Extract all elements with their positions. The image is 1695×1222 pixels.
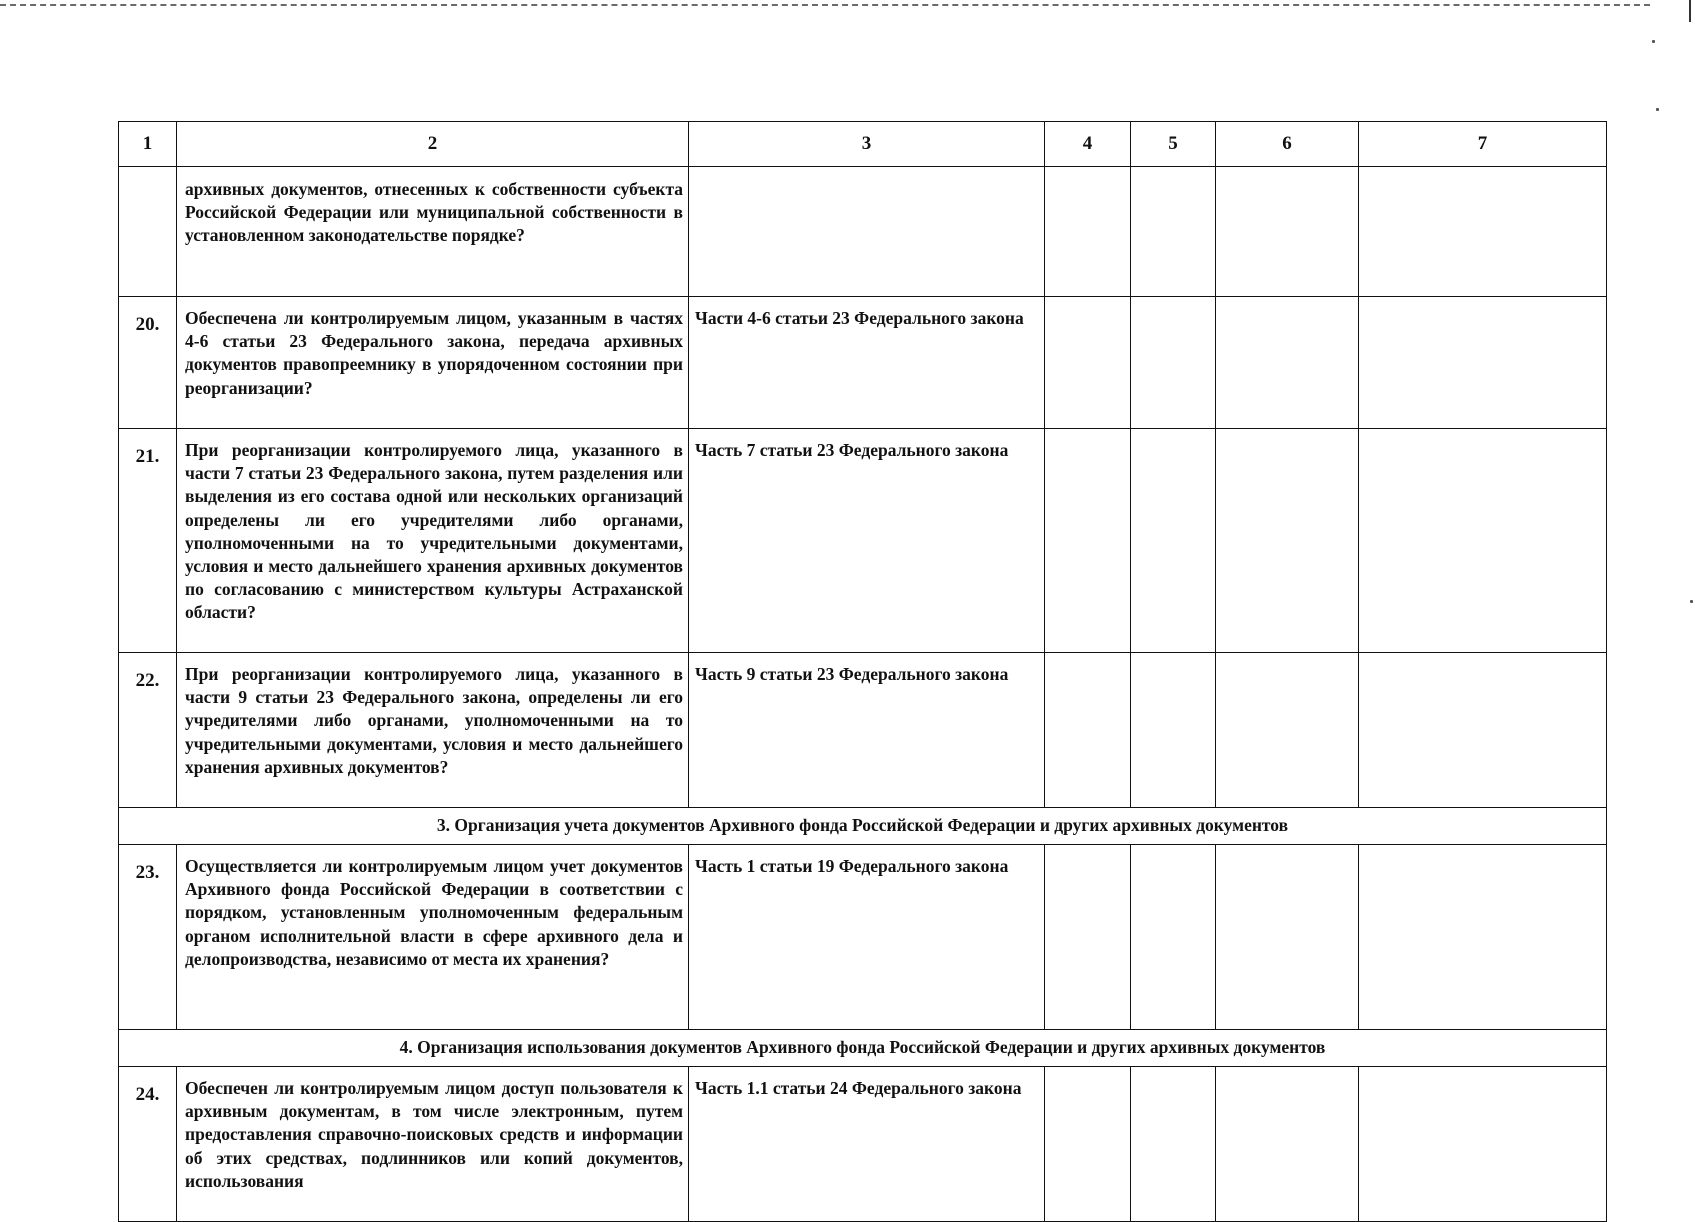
answer-cell-yes (1045, 429, 1131, 653)
scan-speck (1690, 600, 1693, 603)
answer-cell-na (1216, 1067, 1359, 1222)
header-cell-5: 5 (1131, 122, 1216, 167)
answer-cell-yes (1045, 167, 1131, 297)
note-cell (1359, 297, 1607, 429)
question-cell: Осуществляется ли контролируемым лицом учет документов Архивного фонда Российской Федерации в соответствии с порядком, установленным уполномоченным федеральным органом исполнительной власти в сфере архивного дела и делопроизводства, независимо от места их хранения? (177, 845, 689, 1030)
section-row (119, 808, 1607, 845)
note-cell (1359, 429, 1607, 653)
reference-cell: Часть 9 статьи 23 Федерального закона (689, 653, 1045, 808)
answer-cell-na (1216, 653, 1359, 808)
answer-cell-yes (1045, 653, 1131, 808)
row-number: 21. (119, 429, 177, 653)
row-number: 23. (119, 845, 177, 1030)
note-cell (1359, 1067, 1607, 1222)
reference-cell (689, 167, 1045, 297)
question-cell: архивных документов, отнесенных к собственности субъекта Российской Федерации или муниципальной собственности в установленном законодательстве порядке? (177, 167, 689, 297)
table-row-continuation (119, 167, 1607, 297)
table-row (119, 845, 1607, 1030)
answer-cell-no (1131, 429, 1216, 653)
answer-cell-no (1131, 1067, 1216, 1222)
answer-cell-na (1216, 167, 1359, 297)
answer-cell-na (1216, 297, 1359, 429)
answer-cell-na (1216, 429, 1359, 653)
question-cell: Обеспечен ли контролируемым лицом доступ пользователя к архивным документам, в том числе электронным, путем предоставления справочно-поисковых средств и информации об этих средствах, подлинников или копий документов, использования (177, 1067, 689, 1222)
scan-top-edge (0, 4, 1650, 6)
row-number: 20. (119, 297, 177, 429)
reference-cell: Часть 1.1 статьи 24 Федерального закона (689, 1067, 1045, 1222)
reference-cell: Части 4-6 статьи 23 Федерального закона (689, 297, 1045, 429)
answer-cell-no (1131, 653, 1216, 808)
answer-cell-na (1216, 845, 1359, 1030)
table-row (119, 653, 1607, 808)
answer-cell-yes (1045, 297, 1131, 429)
answer-cell-yes (1045, 1067, 1131, 1222)
question-cell: При реорганизации контролируемого лица, указанного в части 7 статьи 23 Федерального закона, путем разделения или выделения из его состава одной или нескольких организаций определены ли его учредителями либо органами, уполномоченными на то учредительными документами, условия и место дальнейшего хранения архивных документов по согласованию с министерством культуры Астраханской области? (177, 429, 689, 653)
header-row (119, 122, 1607, 167)
note-cell (1359, 653, 1607, 808)
scan-speck (1656, 108, 1659, 111)
row-number: 22. (119, 653, 177, 808)
reference-cell: Часть 1 статьи 19 Федерального закона (689, 845, 1045, 1030)
note-cell (1359, 845, 1607, 1030)
answer-cell-yes (1045, 845, 1131, 1030)
header-cell-3: 3 (689, 122, 1045, 167)
header-cell-4: 4 (1045, 122, 1131, 167)
table-row (119, 1067, 1607, 1222)
section-title: 4. Организация использования документов Архивного фонда Российской Федерации и других архивных документов (119, 1030, 1607, 1067)
section-row (119, 1030, 1607, 1067)
section-title: 3. Организация учета документов Архивного фонда Российской Федерации и других архивных документов (119, 808, 1607, 845)
header-cell-7: 7 (1359, 122, 1607, 167)
header-cell-6: 6 (1216, 122, 1359, 167)
question-cell: При реорганизации контролируемого лица, указанного в части 9 статьи 23 Федерального закона, определены ли его учредителями либо органами, уполномоченными на то учредительными документами, условия и место дальнейшего хранения архивных документов? (177, 653, 689, 808)
header-cell-1: 1 (119, 122, 177, 167)
table-row (119, 429, 1607, 653)
answer-cell-no (1131, 845, 1216, 1030)
reference-cell: Часть 7 статьи 23 Федерального закона (689, 429, 1045, 653)
note-cell (1359, 167, 1607, 297)
question-cell: Обеспечена ли контролируемым лицом, указанным в частях 4-6 статьи 23 Федерального закона, передача архивных документов правопреемнику в упорядоченном состоянии при реорганизации? (177, 297, 689, 429)
row-number: 24. (119, 1067, 177, 1222)
scan-speck (1652, 40, 1655, 43)
scan-right-edge (1689, 0, 1691, 22)
answer-cell-no (1131, 297, 1216, 429)
answer-cell-no (1131, 167, 1216, 297)
checklist-table (118, 121, 1607, 1222)
row-number (119, 167, 177, 297)
header-cell-2: 2 (177, 122, 689, 167)
table-row (119, 297, 1607, 429)
